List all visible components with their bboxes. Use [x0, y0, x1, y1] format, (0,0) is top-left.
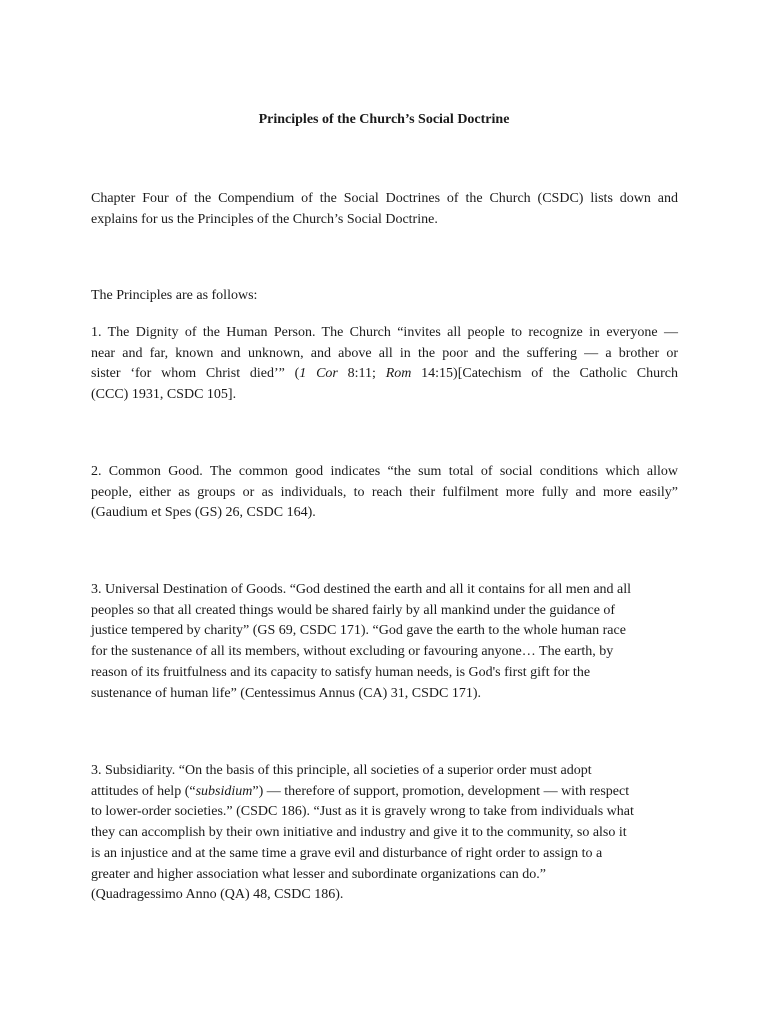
principle-dignity-paragraph — [91, 323, 678, 406]
principle-universal-destination-paragraph — [91, 580, 678, 704]
text-run: attitudes of help (“ — [91, 783, 196, 799]
paragraph-line: sustenance of human life” (Centessimus Annus (CA) 31, CSDC 171). — [91, 685, 482, 701]
paragraph-line: to lower-order societies.” (CSDC 186). “Just as it is gravely wrong to take from individuals what — [91, 804, 634, 820]
paragraph-line: greater and higher association what lesser and subordinate organizations can do.” — [91, 866, 546, 882]
text-run: sister ‘for whom Christ died’” ( — [91, 366, 300, 382]
paragraph-line: (Quadragessimo Anno (QA) 48, CSDC 186). — [91, 887, 344, 903]
paragraph-line: near and far, known and unknown, and above all in the poor and the suffering — a brother or — [91, 345, 678, 361]
paragraph-line: justice tempered by charity” (GS 69, CSDC 171). “God gave the earth to the whole human race — [91, 623, 626, 639]
principle-subsidiarity-paragraph — [91, 761, 678, 906]
paragraph-line: 3. Universal Destination of Goods. “God destined the earth and all it contains for all men and all — [91, 582, 632, 597]
latin-term-italic: subsidium — [195, 783, 253, 799]
intro-line: explains for us the Principles of the Church’s Social Doctrine. — [91, 211, 438, 227]
paragraph-line: they can accomplish by their own initiative and industry and give it to the community, so also it — [91, 825, 627, 841]
paragraph-line: 2. Common Good. The common good indicates “the sum total of social conditions which allow — [91, 464, 678, 479]
text-run: ”) — therefore of support, promotion, development — with respect — [252, 783, 630, 799]
paragraph-line: 1. The Dignity of the Human Person. The Church “invites all people to recognize in everyone — — [91, 325, 678, 340]
citation-italic: 1 Cor — [299, 366, 338, 382]
text-run: 14:15)[Catechism of the Catholic Church — [411, 366, 678, 382]
document-title: Principles of the Church’s Social Doctrine — [258, 112, 510, 127]
paragraph-line: for the sustenance of all its members, without excluding or favouring anyone… The earth, by — [91, 644, 614, 660]
paragraph-line: (Gaudium et Spes (GS) 26, CSDC 164). — [91, 505, 316, 521]
intro-paragraph — [91, 189, 678, 230]
paragraph-line: reason of its fruitfulness and its capacity to satisfy human needs, is God's first gift for the — [91, 664, 591, 680]
text-run: 8:11; — [337, 366, 386, 382]
paragraph-line — [91, 364, 678, 385]
paragraph-line: (CCC) 1931, CSDC 105]. — [91, 387, 237, 403]
paragraph-line: peoples so that all created things would be shared fairly by all mankind under the guidance of — [91, 602, 616, 618]
paragraph-line: people, either as groups or as individuals, to reach their fulfilment more fully and more easily” — [91, 484, 678, 500]
citation-italic: Rom — [385, 366, 412, 382]
principle-common-good-paragraph — [91, 462, 678, 524]
paragraph-line — [91, 782, 678, 803]
paragraph-line: 3. Subsidiarity. “On the basis of this principle, all societies of a superior order must adopt — [91, 763, 592, 778]
paragraph-line: is an injustice and at the same time a grave evil and disturbance of right order to assign to a — [91, 845, 603, 861]
principles-intro — [91, 286, 678, 307]
principles-intro-text: The Principles are as follows: — [91, 288, 258, 303]
intro-line: Chapter Four of the Compendium of the Social Doctrines of the Church (CSDC) lists down and — [91, 191, 678, 206]
